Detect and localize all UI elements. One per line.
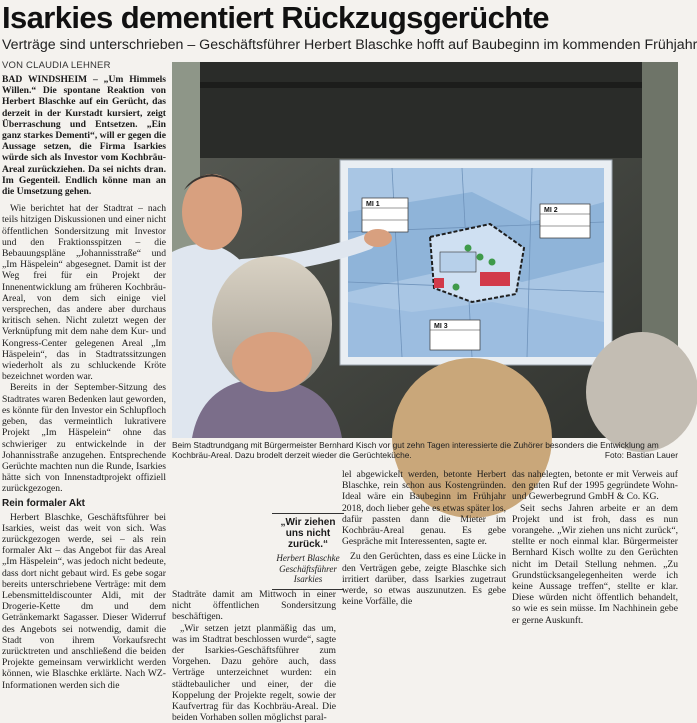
caption-text: Beim Stadtrundgang mit Bürgermeister Bernhard Kisch vor gut zehn Tagen interessierte die Zuhörer besonders die Entwicklung am Kochbräu-Areal. Dazu brodelt derzeit wieder die Gerüchteküche. [172,440,659,460]
photo-illustration [172,62,678,438]
plan-label-mi2 [540,204,590,238]
pull-quote-text: „Wir ziehen uns nicht zurück.“ [280,517,336,550]
body-paragraph: Stadträte damit am Mittwoch in einer nicht öffentlichen Sondersitzung beschäftigen. [172,589,336,623]
subheadline: Verträge sind unterschrieben – Geschäftsführer Herbert Blaschke hofft auf Baubeginn im kommenden Frühjahr [2,37,697,53]
pull-quote-source: Herbert Blaschke Geschäftsführer Isarkies [276,553,340,584]
dateline: BAD WINDSHEIM – [2,74,98,85]
body-paragraph: Bereits in der September-Sitzung des Stadtrates waren Bedenken laut geworden, es könnte für den Investor ein Schlupfloch geben, das vermeintlich lukrativere Projekt „Im Häspelein“ ohne das schwieriger zu entwickelnde in der Johannisstraße anzugehen. Entsprechende Gerüchte machten nun die Runde, Isarkies hätte sich von Innenstadtprojekt offiziell zurückgezogen. [2,382,166,495]
lead-paragraph [2,74,166,197]
headline: Isarkies dementiert Rückzugsgerüchte [2,0,549,35]
body-paragraph: „Wir setzen jetzt planmäßig das um, was im Stadtrat beschlossen wurde“, sagte der Isarkies-Geschäftsführer zum Vorgehen. Dazu gehöre auch, dass Verträge unterzeichnet wurden: ein städtebaulicher und einer, der die Koppelung der Projekte regelt, sowie der Kaufvertrag für das Kochbräu-Areal. Die beiden Vorhaben sollen möglichst paral- [172,622,336,723]
article-photo [172,62,678,438]
article-column-1 [2,74,166,691]
plan-label-text: MI 2 [544,207,558,214]
pull-quote [272,513,344,590]
body-paragraph: das nahelegten, betonte er mit Verweis auf den guten Ruf der 1995 gegründete Wohn- und Gewerbegrund GmbH & Co. KG. [512,469,678,503]
plan-label-mi1 [362,198,408,232]
body-paragraph: Zu den Gerüchten, dass es eine Lücke in den Verträgen gebe, zeigte Blaschke sich irritiert darüber, dass Isarkies zugetraut werde, so etwas auszunutzen. Es gebe keine Vorfälle, die [342,551,506,608]
photo-credit: Foto: Bastian Lauer [604,450,678,460]
photo-caption [172,440,678,460]
development-plan-poster [340,160,612,365]
plan-label-text: MI 1 [366,201,380,208]
byline: VON CLAUDIA LEHNER [2,60,111,71]
listener-right [586,332,697,452]
body-paragraph: Seit sechs Jahren arbeite er an dem Projekt und ist froh, dass es nun vorangehe. „Wir ziehen uns nicht zurück“, stellte er noch einmal klar. Bürgermeister Bernhard Kisch wollte zu den Gerüchten nicht im Detail Stellung nehmen. „Zu Grundstücksangelegenheiten werde ich keine Aussage treffen“, stellte er klar. Diese würden nicht öffentlich behandelt, so wie es sein müsse. Im Nachhinein gebe er gerne Auskunft. [512,502,678,626]
body-paragraph: lel abgewickelt werden, betonte Herbert Blaschke, rein schon aus Kostengründen. Ideal wäre ein Baubeginn im Frühjahr 2018, doch lieber gehe es etwas später los, dafür passten dann die Mieter im Kochbräu-Areal genau. Es gebe Gespräche mit Interessenten, sagte er. [342,469,506,548]
article-column-3 [342,469,506,617]
plan-label-text: MI 3 [434,323,448,330]
plan-label-mi3 [430,320,480,350]
body-paragraph: Wie berichtet hat der Stadtrat – nach teils hitzigen Diskussionen und einer nicht öffentlichen Sondersitzung mit Investor und den Fraktionsspitzen – die Bebauungspläne „Johannisstraße“ und „Im Häspelein“ abgesegnet. Damit ist der Weg frei für ein Projekt der Innenentwicklung am früheren Kochbräu-Areal, von dem sich einige viel versprechen, das andere aber durchaus kritisch sehen. Nicht zuletzt wegen der Verknüpfung mit dem nahe dem Kur- und Kongress-Center gelegenen Areal „Im Häspelein“, das in Stadtratssitzungen wiederholt als zu schluckende Kröte bezeichnet worden war. [2,203,166,383]
section-subhead: Rein formaler Akt [2,497,85,509]
article-column-4 [512,469,678,626]
body-paragraph: Herbert Blaschke, Geschäftsführer bei Isarkies, weist das weit von sich. Was zurückgezogen werde, sei – als rein formaler Akt – das Angebot für das Areal „Im Häspelein“, was jedoch nicht bedeute, dass dort nicht gebaut wird. Es gebe sogar bereits unterschriebene Verträge: mit dem Lebensmitteldiscounter Aldi, mit der Drogerie-Kette dm und dem Getränkemarkt Sagasser. Dieser Widerruf des Angebots sei notwendig, damit die Stadt von ihrem Vorkaufsrecht zurücktreten und anschließend die beiden Projekte gemeinsam verwirklicht werden können, wie Blaschke erklärte. Nach WZ-Informationen werden sich die [2,511,166,691]
lead-text: „Um Himmels Willen.“ Die spontane Reaktion von Herbert Blaschke auf ein Gerücht, das derzeit in der Kurstadt kursiert, zeigt Überraschung und Entsetzen. „Ein ganz starkes Dementi“, will er gegen die Aussage setzen, die Firma Isarkies würde sich als Investor vom Kochbräu-Areal zurückziehen. Da sei nichts dran. Im Gegenteil. Endlich könne man an die Umsetzung gehen. [2,74,166,198]
